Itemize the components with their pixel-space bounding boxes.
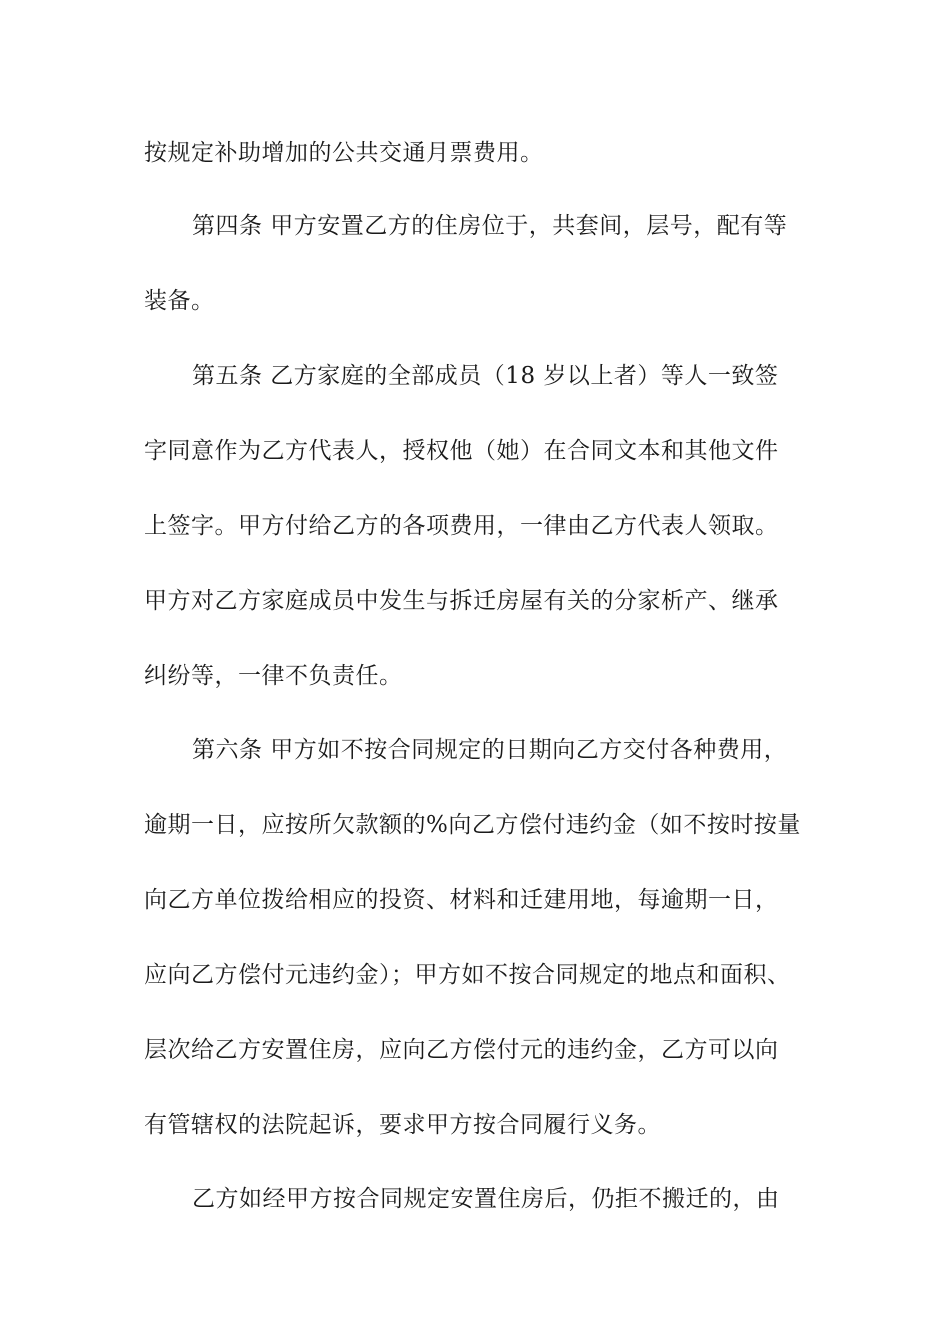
text-line: 纠纷等，一律不负责任。 [144,663,403,689]
text-line-article-5: 第五条 乙方家庭的全部成员（18 岁以上者）等人一致签 [192,363,779,389]
text-line-article-6: 第六条 甲方如不按合同规定的日期向乙方交付各种费用， [192,737,788,763]
text-line: 按规定补助增加的公共交通月票费用。 [144,140,544,166]
text-line: 有管辖权的法院起诉，要求甲方按合同履行义务。 [144,1112,661,1138]
text-line: 逾期一日，应按所欠款额的%向乙方偿付违约金（如不按时按量 [144,812,801,838]
text-line: 层次给乙方安置住房，应向乙方偿付元的违约金，乙方可以向 [144,1037,779,1063]
text-line-paragraph: 乙方如经甲方按合同规定安置住房后，仍拒不搬迁的，由 [192,1186,780,1212]
text-line: 向乙方单位拨给相应的投资、材料和迁建用地，每逾期一日， [144,887,779,913]
text-line: 字同意作为乙方代表人，授权他（她）在合同文本和其他文件 [144,438,779,464]
text-line-article-4: 第四条 甲方安置乙方的住房位于，共套间，层号，配有等 [192,213,788,239]
text-line: 上签字。甲方付给乙方的各项费用，一律由乙方代表人领取。 [144,513,779,539]
text-line: 甲方对乙方家庭成员中发生与拆迁房屋有关的分家析产、继承 [144,588,779,614]
text-line: 装备。 [144,288,215,314]
text-line: 应向乙方偿付元违约金）；甲方如不按合同规定的地点和面积、 [144,962,791,988]
